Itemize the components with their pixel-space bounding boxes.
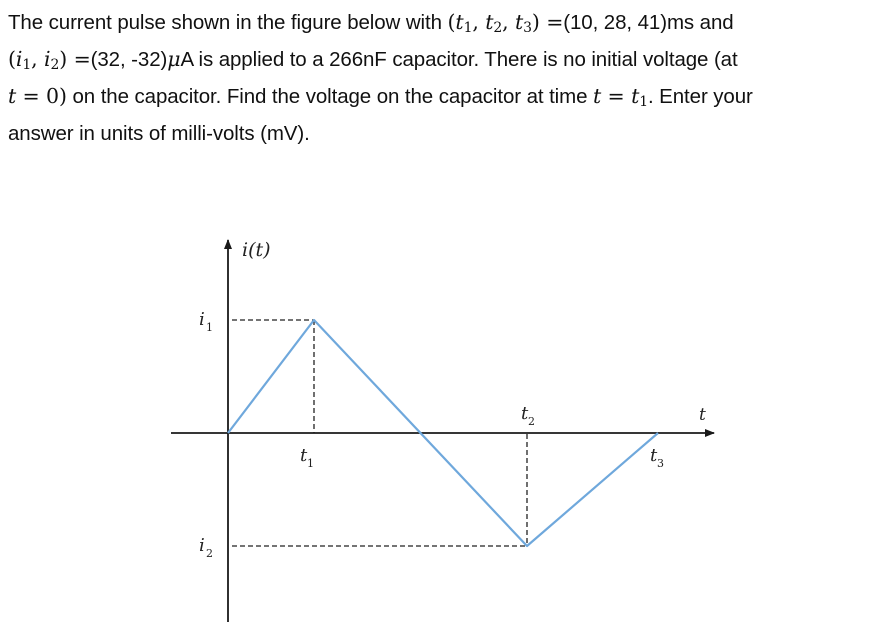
math-t-zero: t [8,84,17,108]
i2-label-sub: 2 [206,547,213,560]
problem-text: . Enter your [647,85,753,108]
t3-label-base: t [650,445,658,466]
math-t-equals-t1: t [593,84,602,108]
current-values: (32, -32) [90,48,168,71]
i2-label-base: i [199,535,205,556]
t1-label [300,445,314,470]
x-axis-label: t [699,405,706,425]
equals-sign: = [539,10,564,34]
t2-label-sub: 2 [528,415,535,428]
problem-text: A is applied to a 266nF capacitor. There is no initial voltage (at [180,48,738,71]
math-tuple-t: ($t_1$, $t_2$, $t_3$) [447,10,540,36]
i2-label [199,535,213,560]
y-axis-label: i(t) [242,239,271,261]
problem-text: on the capacitor. Find the voltage on the capacitor at time [66,85,593,108]
math-tuple-i: ($i_1$, $i_2$) [8,47,68,73]
micro-symbol: μ [167,47,181,71]
problem-line-3: t = 0) on the capacitor. Find the voltage on the capacitor at time $t = t_1$. Enter your [8,84,753,110]
time-values: (10, 28, 41) [563,11,667,34]
equals-sign: = [67,47,91,71]
t1-label-base: t [300,445,308,466]
problem-line-4: answer in units of milli-volts (mV). [8,122,310,145]
i1-label-base: i [199,309,205,330]
problem-text: ms and [666,11,734,34]
problem-text: The current pulse shown in the figure below with [8,11,448,34]
t3-label-sub: 3 [657,457,664,470]
t2-label-base: t [521,403,529,424]
i1-label-sub: 1 [206,321,213,334]
i1-label [199,309,213,334]
t2-label [521,403,535,428]
t1-label-sub: 1 [307,457,314,470]
t3-label [650,445,664,470]
